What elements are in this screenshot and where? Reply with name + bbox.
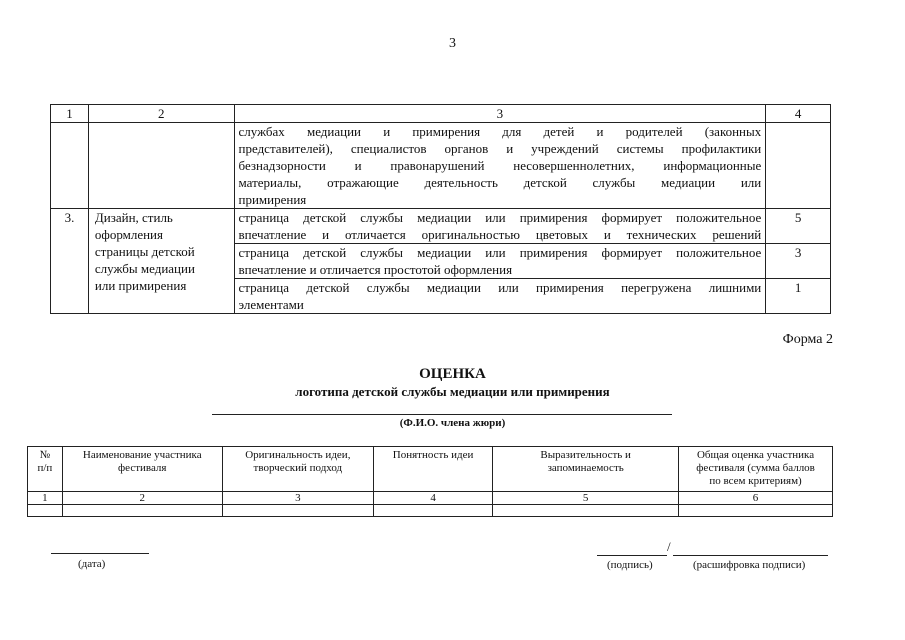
criterion-name: Дизайн, стиль оформления страницы детской службы медиации или примирения <box>88 209 234 314</box>
header-cell-3: 3 <box>234 105 766 123</box>
decode-label: (расшифровка подписи) <box>693 559 806 571</box>
row-score: 5 <box>766 209 831 244</box>
evaluation-numbers-row: 1 2 3 4 5 6 <box>28 492 833 505</box>
form-title: ОЦЕНКА <box>419 366 486 382</box>
col-number-header: № п/п <box>28 447 63 492</box>
fio-label: (Ф.И.О. члена жюри) <box>399 417 506 429</box>
criteria-table <box>50 104 831 314</box>
item-number: 3. <box>51 209 89 314</box>
col-clarity-header: Понятность идеи <box>373 447 492 492</box>
signature-separator: / <box>667 539 671 554</box>
evaluation-table <box>27 446 833 517</box>
table-row <box>51 209 831 244</box>
header-cell-2: 2 <box>88 105 234 123</box>
row-description: страница детской службы медиации или примирения формирует положительное впечатление и отличается оригинальностью цветовых и технических решений <box>234 209 766 244</box>
row-score: 1 <box>766 279 831 314</box>
evaluation-header-row <box>28 447 833 492</box>
col-total-header: Общая оценка участника фестиваля (сумма баллов по всем критериям) <box>679 447 833 492</box>
header-cell-4: 4 <box>766 105 831 123</box>
form-subtitle: логотипа детской службы медиации или примирения <box>295 384 610 399</box>
col-participant-header: Наименование участника фестиваля <box>62 447 222 492</box>
row-score: 3 <box>766 244 831 279</box>
page-number: 3 <box>449 36 456 51</box>
row-description: страница детской службы медиации или примирения формирует положительное впечатление и отличается простотой оформления <box>234 244 766 279</box>
header-cell-1: 1 <box>51 105 89 123</box>
continuation-text: службах медиации и примирения для детей и родителей (законных представителей), специалистов органов и учреждений системы профилактики безнадзорности и правонарушений несовершеннолетних, информационные материалы, отражающие деятельность детской службы медиации или примирения <box>234 123 766 209</box>
table-header-row <box>51 105 831 123</box>
fio-underline <box>212 414 672 415</box>
date-line <box>51 553 149 554</box>
date-label: (дата) <box>78 558 106 570</box>
evaluation-empty-row <box>28 505 833 517</box>
signature-line <box>597 555 667 556</box>
form-label: Форма 2 <box>782 332 833 347</box>
table-row-continuation <box>51 123 831 209</box>
col-expressiveness-header: Выразительность и запоминаемость <box>493 447 679 492</box>
decode-line <box>673 555 828 556</box>
row-description: страница детской службы медиации или примирения перегружена лишними элементами <box>234 279 766 314</box>
signature-label: (подпись) <box>607 559 653 571</box>
col-originality-header: Оригинальность идеи, творческий подход <box>222 447 373 492</box>
